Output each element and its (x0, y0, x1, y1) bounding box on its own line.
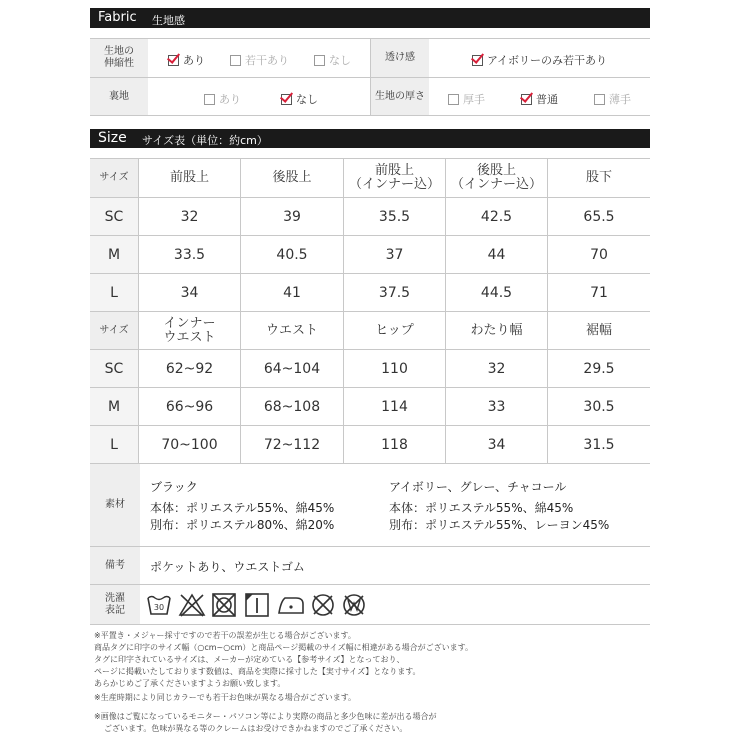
size-cell: 71 (590, 284, 608, 301)
checkbox-empty-icon (230, 55, 241, 66)
size-row-label: L (90, 426, 138, 463)
material-left-line2: 別布：ポリエステル80%、綿20% (150, 518, 335, 532)
size-column-header: 裾幅 (585, 322, 612, 338)
checkbox-checked-icon (168, 55, 179, 66)
size-column-header: 前股上 （インナー込） (348, 163, 440, 192)
size-cell: 42.5 (480, 208, 513, 225)
checkbox-empty-icon (594, 94, 605, 105)
thickness-option-thick: 厚手 (448, 91, 485, 107)
size-row-label: SC (90, 350, 138, 387)
size-heading-jp: サイズ表（単位：約cm） (142, 134, 268, 147)
fabric-label-thickness: 生地の厚さ (371, 78, 429, 115)
size-heading-bar (90, 129, 650, 148)
note-line: ※画像はご覧になっているモニター・パソコン等により実際の商品と多少色味に差が出る場合が (94, 712, 437, 721)
stretch-option-no: なし (314, 52, 351, 68)
care-label: 洗濯 表記 (90, 585, 140, 624)
size-cell: 72~112 (263, 436, 321, 453)
size-row-label: SC (90, 198, 138, 235)
no-wet-clean-icon (341, 592, 367, 618)
remarks-text: ポケットあり、ウエストゴム (150, 560, 305, 574)
size-column-header: ヒップ (375, 322, 414, 338)
size-cell: 40.5 (276, 246, 308, 263)
material-right-color: アイボリー、グレー、チャコール (389, 480, 567, 494)
material-label: 素材 (90, 464, 140, 546)
stretch-option-yes: あり (168, 52, 205, 68)
size-heading-en: Size (98, 130, 127, 146)
line-dry-shade-icon (244, 592, 270, 618)
checkbox-checked-icon (521, 94, 532, 105)
material-left-line1: 本体：ポリエステル55%、綿45% (150, 501, 335, 515)
size-cell: 37 (385, 246, 404, 263)
no-dry-clean-icon (310, 592, 336, 618)
no-bleach-icon (178, 592, 206, 618)
size-cell: 29.5 (583, 360, 615, 377)
note-line: ございます。色味が異なる等のクレームはお受けできかねますのでご了承ください。 (104, 724, 408, 733)
lining-option-no: なし (281, 91, 318, 107)
note-line: あらかじめご了承くださいますようお願い致します。 (94, 679, 286, 688)
checkbox-empty-icon (204, 94, 215, 105)
size-header-label: サイズ (90, 312, 138, 349)
size-cell: 30.5 (583, 398, 615, 415)
size-row-label: M (90, 236, 138, 273)
note-line: ※生産時期により同じカラーでも若干お色味が異なる場合がございます。 (94, 693, 357, 702)
size-cell: 118 (381, 436, 408, 453)
thickness-option-thin: 薄手 (594, 91, 631, 107)
size-cell: 33.5 (173, 246, 206, 263)
thickness-option-normal: 普通 (521, 91, 558, 107)
size-column-header: 前股上 (169, 170, 209, 185)
size-column-header: 後股上 (272, 170, 312, 185)
no-tumble-dry-icon (211, 592, 237, 618)
size-cell: 70 (590, 246, 608, 263)
checkbox-checked-icon (472, 55, 483, 66)
size-cell: 31.5 (583, 436, 615, 453)
size-cell: 32 (180, 208, 199, 225)
note-line: ※平置き・メジャー採寸ですので若干の誤差が生じる場合がございます。 (94, 631, 356, 640)
size-column-header: わたり幅 (470, 322, 523, 338)
size-cell: 33 (487, 398, 506, 415)
size-column-header: ウエスト (265, 322, 318, 338)
note-line: タグに印字されているサイズは、メーカーが定めている【参考サイズ】となっており、 (94, 655, 405, 664)
material-right-line2: 別布：ポリエステル55%、レーヨン45% (389, 518, 610, 532)
size-cell: 110 (381, 360, 408, 377)
checkbox-empty-icon (314, 55, 325, 66)
note-line: ページに掲載いたしております数値は、商品を実際に採寸した【実寸サイズ】となります。 (94, 667, 421, 676)
size-cell: 41 (283, 284, 301, 301)
sheer-option-ivory: アイボリーのみ若干あり (472, 52, 607, 68)
material-right-line1: 本体：ポリエステル55%、綿45% (389, 501, 574, 515)
size-cell: 65.5 (583, 208, 615, 225)
svg-text:30: 30 (153, 603, 165, 612)
note-line: 商品タグに印字のサイズ幅（○cm~○cm）と商品ページ掲載のサイズ幅に相違がある場合がございます。 (94, 643, 473, 652)
checkbox-checked-icon (281, 94, 292, 105)
fabric-label-lining: 裏地 (90, 78, 148, 115)
size-cell: 35.5 (378, 208, 411, 225)
size-cell: 68~108 (263, 398, 321, 415)
fabric-heading-bar (90, 8, 650, 28)
size-cell: 114 (381, 398, 408, 415)
size-row-label: M (90, 388, 138, 425)
size-row-label: L (90, 274, 138, 311)
lining-option-yes: あり (204, 91, 241, 107)
fabric-heading-en: Fabric (98, 10, 137, 25)
size-cell: 66~96 (165, 398, 214, 415)
size-cell: 44.5 (480, 284, 513, 301)
size-cell: 34 (487, 436, 506, 453)
size-header-label: サイズ (90, 159, 138, 197)
size-cell: 37.5 (378, 284, 411, 301)
checkbox-empty-icon (448, 94, 459, 105)
size-cell: 39 (283, 208, 301, 225)
size-cell: 34 (180, 284, 199, 301)
wash-30-icon (146, 592, 172, 618)
remarks-label: 備考 (90, 547, 140, 584)
size-column-header: 股下 (585, 170, 612, 185)
fabric-label-sheer: 透け感 (371, 39, 429, 77)
iron-low-icon (276, 592, 306, 618)
stretch-option-slight: 若干あり (230, 52, 289, 68)
fabric-heading-jp: 生地感 (152, 14, 185, 27)
size-column-header: 後股上 （インナー込） (450, 163, 542, 192)
material-left-color: ブラック (150, 480, 198, 494)
size-cell: 70~100 (161, 436, 218, 453)
size-cell: 62~92 (165, 360, 214, 377)
size-column-header: インナー ウエスト (163, 315, 216, 345)
fabric-label-stretch: 生地の 伸縮性 (90, 39, 148, 77)
size-cell: 64~104 (263, 360, 321, 377)
size-cell: 32 (487, 360, 506, 377)
size-cell: 44 (487, 246, 506, 263)
